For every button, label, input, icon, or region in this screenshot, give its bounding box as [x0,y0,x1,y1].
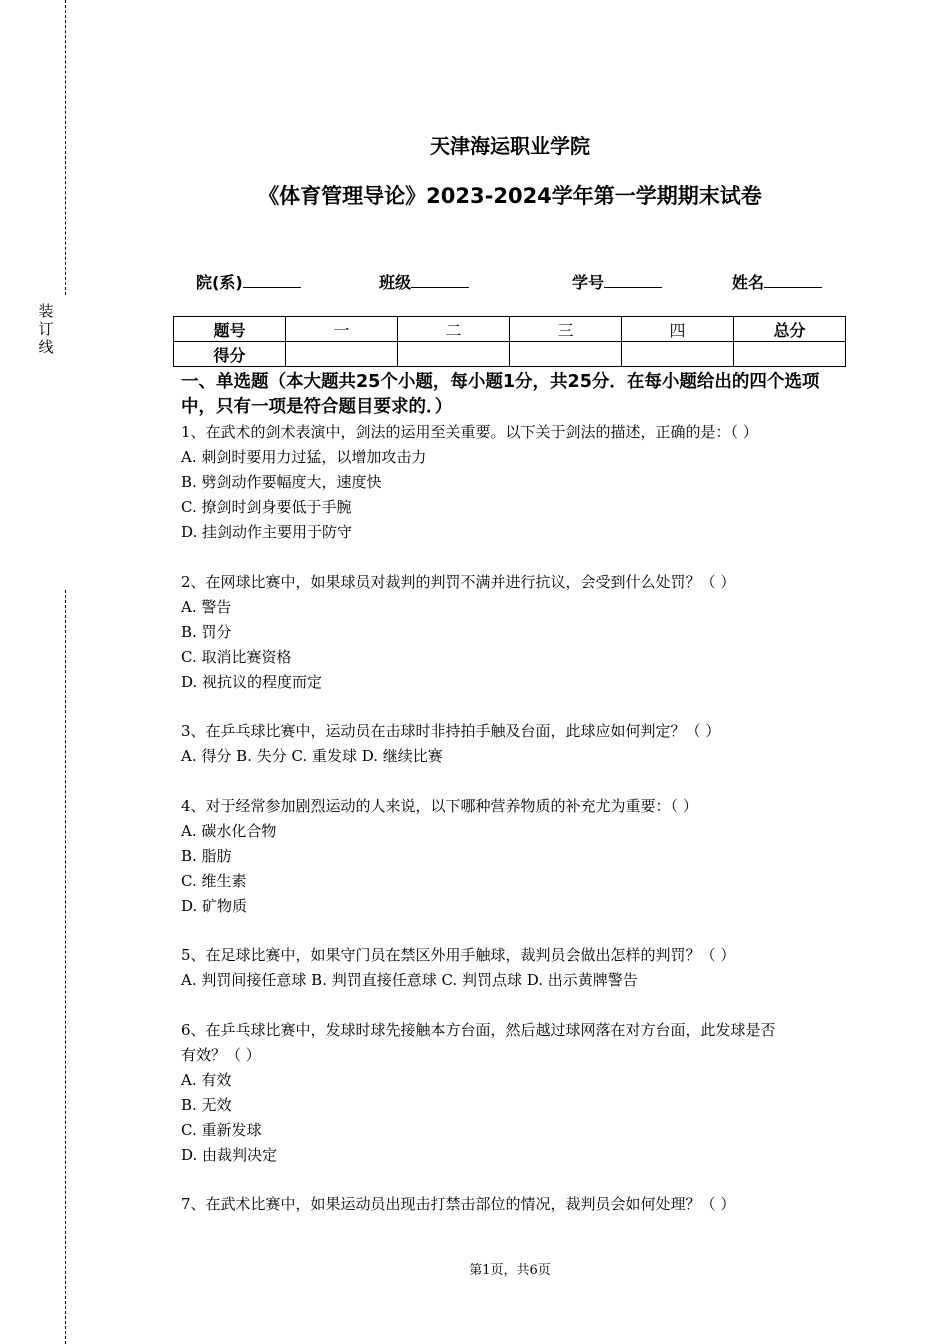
option-text: A. 判罚间接任意球 B. 判罚直接任意球 C. 判罚点球 D. 出示黄牌警告 [181,971,638,989]
option-text: D. 由裁判决定 [181,1146,278,1164]
option-text: C. 维生素 [181,872,247,890]
school-name: 天津海运职业学院 [430,134,590,158]
score-cell[interactable] [734,342,846,367]
option-text: A. 碳水化合物 [181,822,277,840]
option-text: C. 撩剑时剑身要低于手腕 [181,498,352,516]
binding-line-bottom [65,590,66,1344]
question-text: 1、在武术的剑术表演中，剑法的运用至关重要。以下关于剑法的描述，正确的是：（ ） [181,423,758,441]
question-text: 6、在乒乓球比赛中，发球时球先接触本方台面，然后越过球网落在对方台面，此发球是否 [181,1021,776,1039]
score-header-cell: 四 [622,317,734,342]
option-text: B. 罚分 [181,623,232,641]
score-header-cell: 三 [510,317,622,342]
name-field: 姓名 [732,270,822,293]
department-blank[interactable] [243,273,301,288]
department-field: 院(系) [196,270,301,293]
class-field: 班级 [379,270,469,293]
score-cell[interactable] [510,342,622,367]
question-text: 4、对于经常参加剧烈运动的人来说，以下哪种营养物质的补充尤为重要：（ ） [181,797,698,815]
question-text-cont: 有效？（ ） [181,1046,261,1064]
question-text: 7、在武术比赛中，如果运动员出现击打禁击部位的情况，裁判员会如何处理？（ ） [181,1195,736,1213]
option-text: B. 脂肪 [181,847,232,865]
section-heading: 一、单选题（本大题共25个小题，每小题1分，共25分．在每小题给出的四个选项中，只有一项是符合题目要求的．） [181,372,820,417]
option-text: D. 视抗议的程度而定 [181,673,323,691]
page-footer: 第1页，共6页 [469,1263,551,1278]
score-table-header-row [174,317,846,342]
score-row-label: 得分 [174,342,286,367]
option-text: A. 得分 B. 失分 C. 重发球 D. 继续比赛 [181,747,443,765]
question-text: 2、在网球比赛中，如果球员对裁判的判罚不满并进行抗议，会受到什么处罚？（ ） [181,573,736,591]
option-text: D. 矿物质 [181,897,248,915]
option-text: D. 挂剑动作主要用于防守 [181,523,353,541]
option-text: C. 取消比赛资格 [181,648,292,666]
score-header-cell: 题号 [174,317,286,342]
student-id-blank[interactable] [604,273,662,288]
question-text: 5、在足球比赛中，如果守门员在禁区外用手触球，裁判员会做出怎样的判罚？（ ） [181,946,736,964]
score-cell[interactable] [286,342,398,367]
question-text: 3、在乒乓球比赛中，运动员在击球时非持拍手触及台面，此球应如何判定？（ ） [181,722,721,740]
score-table [173,316,846,367]
name-blank[interactable] [764,273,822,288]
binding-label: 装 订 线 [38,302,54,356]
score-header-cell: 总分 [734,317,846,342]
option-text: B. 劈剑动作要幅度大，速度快 [181,473,382,491]
score-header-cell: 一 [286,317,398,342]
score-cell[interactable] [622,342,734,367]
score-header-cell: 二 [398,317,510,342]
option-text: A. 刺剑时要用力过猛，以增加攻击力 [181,448,427,466]
option-text: C. 重新发球 [181,1121,262,1139]
score-cell[interactable] [398,342,510,367]
option-text: A. 警告 [181,598,232,616]
score-table-score-row [174,342,846,367]
option-text: B. 无效 [181,1096,232,1114]
student-id-field: 学号 [572,270,662,293]
option-text: A. 有效 [181,1071,232,1089]
exam-title: 《体育管理导论》2023-2024学年第一学期期末试卷 [258,184,762,208]
class-blank[interactable] [411,273,469,288]
